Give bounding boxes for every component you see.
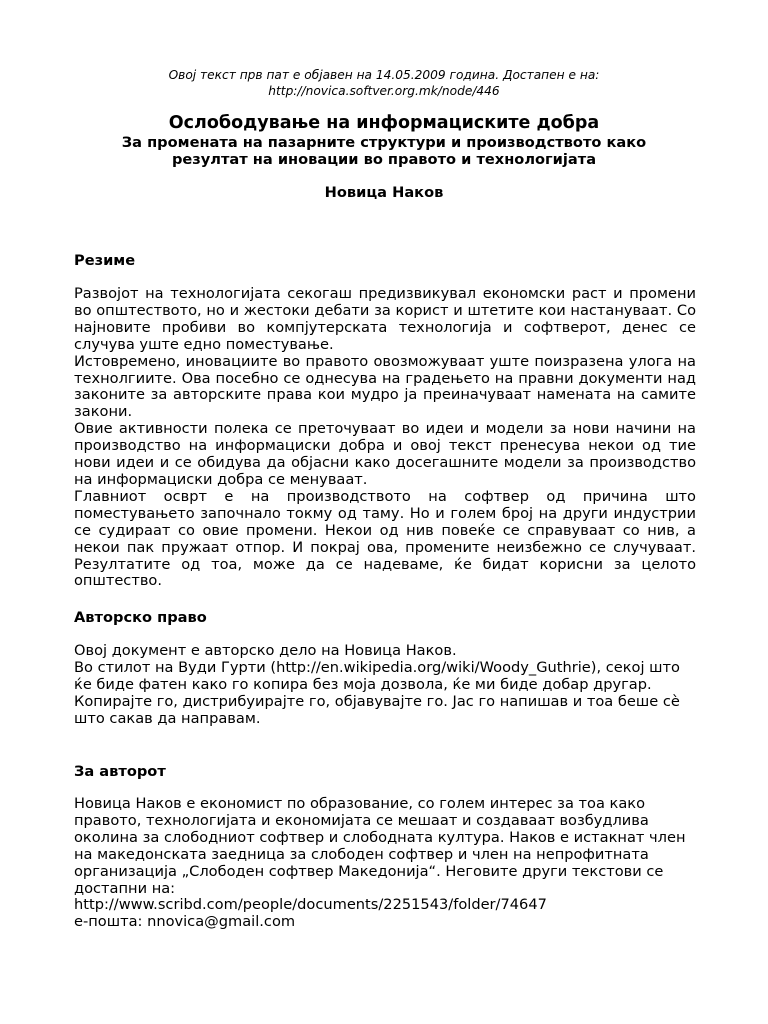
- about-paragraph: Новица Наков е економист по образование, со голем интерес за тоа како правото, технологијата и економијата се мешаат и создаваат возбудлива околина за слободниот софтвер и слободната култура. Наков е истакнат член на македонската заедница за слободен софтвер и член на непрофитната организација „Слободен софтвер Македонија“. Неговите други текстови се достапни на:: [74, 795, 686, 897]
- about-link[interactable]: http://www.scribd.com/people/documents/2251543/folder/74647: [74, 896, 547, 914]
- summary-heading: Резиме: [74, 252, 136, 269]
- document-subtitle: [73, 134, 695, 168]
- about-body: [74, 796, 696, 931]
- summary-body: [74, 286, 696, 590]
- subtitle-line: резултат на иновации во правото и технологијата: [171, 151, 597, 168]
- subtitle-line: За промената на пазарните структури и производството како: [121, 134, 647, 151]
- publication-note: [73, 67, 695, 99]
- summary-paragraph: Овие активности полека се преточуваат во идеи и модели за нови начини на производство на информациски добра и овој текст пренесува некои од тие нови идеи и се обидува да објасни како досегашните модели за производство на информациски добра се менуваат.: [74, 420, 696, 488]
- copyright-line: Овој документ е авторско дело на Новица Наков.: [74, 642, 457, 659]
- document-title: Ослободување на информациските добра: [168, 113, 600, 133]
- about-email[interactable]: е-пошта: nnovica@gmail.com: [74, 913, 296, 931]
- publication-url: http://novica.softver.org.mk/node/446: [268, 84, 500, 98]
- copyright-line: Во стилот на Вуди Гурти (http://en.wikipedia.org/wiki/Woody_Guthrie), секој што ќе биде фатен како го копира без моја дозвола, ќе ми биде добар другар. Копирајте го, дистрибуирајте го, објавувајте го. Јас го напишав и тоа беше сè што сакав да направам.: [74, 658, 680, 727]
- summary-paragraph: Развојот на технологијата секогаш предизвикувал економски раст и промени во општеството, но и жестоки дебати за корист и штетите кои настануваат. Со најновите пробиви во компјутерската технологија и софтверот, денес се случува уште едно поместување.: [74, 285, 696, 353]
- about-heading: За авторот: [74, 763, 166, 780]
- copyright-body: [74, 643, 696, 728]
- summary-paragraph: Истовремено, иновациите во правото овозможуваат уште поизразена улога на технолгиите. Ова посебно се однесува на градењето на правни документи над законите за авторските права кои мудро ја преиначуваат намената на самите закони.: [74, 352, 696, 421]
- author-name: Новица Наков: [324, 184, 444, 201]
- copyright-heading: Авторско право: [74, 609, 207, 626]
- summary-paragraph: Главниот осврт е на производството на софтвер од причина што поместувањето започнало токму од таму. Но и голем број на други индустрии се судираат со овие промени. Некои од нив повеќе се справуваат со нив, а некои пак пружаат отпор. И покрај ова, промените неизбежно се случуваат. Резултатите од тоа, може да се надеваме, ќе бидат корисни за целото општество.: [74, 487, 696, 590]
- publication-note-line: Овој текст прв пат е објавен на 14.05.2009 година. Достапен е на:: [168, 68, 600, 82]
